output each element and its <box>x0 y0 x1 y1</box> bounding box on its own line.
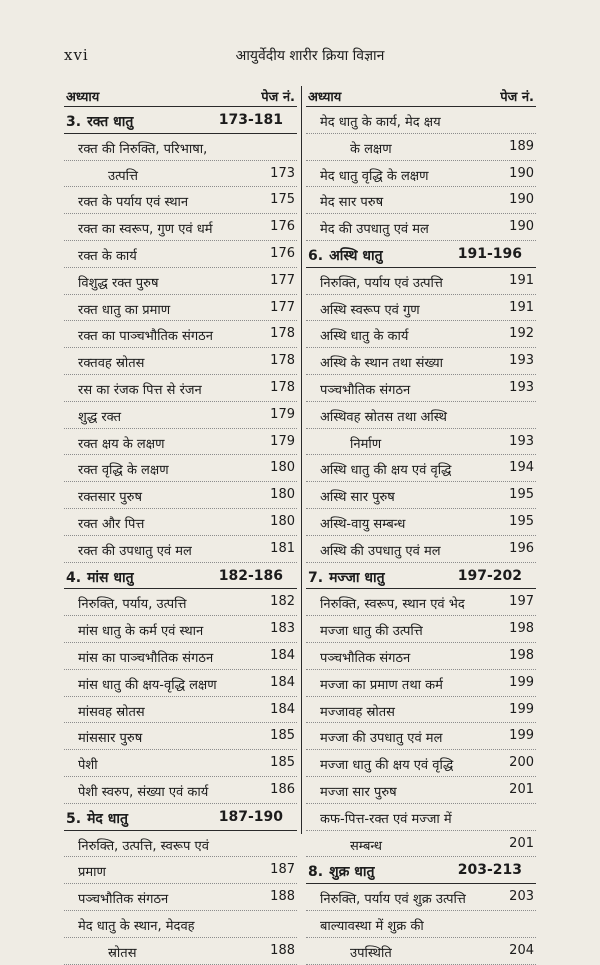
entry-page-number: 191 <box>509 272 534 288</box>
entry-page-number: 178 <box>270 326 295 342</box>
entry-title: विशुद्ध रक्त पुरुष <box>78 275 159 291</box>
entry-title: अस्थि की उपधातु एवं मल <box>320 543 441 559</box>
entry-title: पेशी <box>78 758 98 774</box>
entry-page-number: 190 <box>509 192 534 208</box>
toc-entry <box>64 375 297 402</box>
entry-page-number: 193 <box>509 379 534 395</box>
chapter-name: अस्थि धातु <box>329 247 383 264</box>
entry-page-number: 175 <box>270 192 295 208</box>
entry-page-number: 196 <box>509 540 534 556</box>
entry-title: रस का रंजक पित्त से रंजन <box>78 382 202 398</box>
entry-page-number: 187-190 <box>218 808 283 825</box>
entry-title: पेशी स्वरुप, संख्या एवं कार्य <box>78 784 209 800</box>
entry-title: अस्थि सार पुरुष <box>320 490 395 506</box>
toc-entry <box>64 857 297 884</box>
toc-entry <box>306 375 536 402</box>
entry-page-number: 198 <box>509 621 534 637</box>
chapter-name: मेद धातु <box>87 810 128 827</box>
entry-title: अस्थि-वायु सम्बन्ध <box>320 516 406 532</box>
entry-page-number: 190 <box>509 165 534 181</box>
entry-title: पञ्चभौतिक संगठन <box>78 892 169 908</box>
entry-page-number: 197 <box>509 594 534 610</box>
toc-entry <box>306 536 536 563</box>
entry-page-number: 188 <box>270 942 295 958</box>
running-title: आयुर्वेदीय शारीर क्रिया विज्ञान <box>235 48 385 64</box>
toc-entry <box>64 938 297 965</box>
toc-entry <box>306 187 536 214</box>
entry-page-number: 176 <box>270 245 295 261</box>
entry-title: मज्जा सार पुरुष <box>320 784 397 800</box>
toc-entry <box>64 831 297 858</box>
toc-entry <box>306 482 536 509</box>
chapter-number: 4. <box>66 569 82 586</box>
toc-entries <box>64 107 297 965</box>
chapter-title <box>66 112 133 131</box>
entry-title: शुद्ध रक्त <box>78 409 122 425</box>
toc-entry <box>64 321 297 348</box>
entry-title: मज्जा धातु की उत्पत्ति <box>320 624 423 640</box>
entry-title: मज्जावह स्रोतस <box>320 704 395 720</box>
entry-title: निरुक्ति, उत्पत्ति, स्वरूप एवं <box>78 838 209 854</box>
entry-title: बाल्यावस्था में शुक्र की <box>320 918 424 934</box>
entry-page-number: 192 <box>509 326 534 342</box>
toc-entry <box>64 482 297 509</box>
entry-page-number: 173 <box>270 165 295 181</box>
toc-entry <box>64 134 297 161</box>
entry-title: के लक्षण <box>350 141 392 157</box>
column-header <box>306 84 536 107</box>
entry-page-number: 197-202 <box>457 567 522 584</box>
toc-entry <box>306 214 536 241</box>
entry-page-number: 182-186 <box>218 567 283 584</box>
entry-title: मांसवह स्रोतस <box>78 704 145 720</box>
entry-page-number: 180 <box>270 513 295 529</box>
entry-title: सम्बन्ध <box>350 838 383 854</box>
entry-page-number: 203-213 <box>457 862 522 879</box>
entry-page-number: 177 <box>270 299 295 315</box>
entry-title: पञ्चभौतिक संगठन <box>320 650 411 666</box>
entry-title: कफ-पित्त-रक्त एवं मज्जा में <box>320 811 452 827</box>
toc-entry <box>64 884 297 911</box>
entry-title: अस्थि के स्थान तथा संख्या <box>320 356 443 372</box>
entry-page-number: 191 <box>509 299 534 315</box>
entry-title: मज्जा की उपधातु एवं मल <box>320 731 443 747</box>
toc-chapter-heading <box>306 563 536 590</box>
toc-entry <box>64 402 297 429</box>
entry-page-number: 204 <box>509 942 534 958</box>
entry-page-number: 173-181 <box>218 112 283 128</box>
entry-title: मांससार पुरुष <box>78 731 143 747</box>
toc-entry <box>64 697 297 724</box>
toc-entries <box>306 107 536 965</box>
entry-page-number: 200 <box>509 755 534 771</box>
toc-entry <box>306 911 536 938</box>
entry-title: मेद धातु के स्थान, मेदवह <box>78 918 195 934</box>
toc-entry <box>64 777 297 804</box>
entry-title: निरुक्ति, पर्याय एवं शुक्र उत्पत्ति <box>320 892 466 908</box>
toc-entry <box>306 589 536 616</box>
toc-entry <box>306 884 536 911</box>
chapter-number: 7. <box>308 569 324 586</box>
entry-page-number: 185 <box>270 728 295 744</box>
entry-title: उत्पत्ति <box>108 168 138 184</box>
entry-title: प्रमाण <box>78 865 106 881</box>
entry-title: रक्त की उपधातु एवं मल <box>78 543 192 559</box>
entry-title: निरुक्ति, पर्याय एवं उत्पत्ति <box>320 275 443 291</box>
page-number: xvi <box>64 46 89 64</box>
entry-page-number: 183 <box>270 621 295 637</box>
chapter-name: रक्त धातु <box>87 114 134 130</box>
entry-title: मेद सार परुष <box>320 195 384 211</box>
toc-entry <box>306 402 536 429</box>
entry-title: मांस धातु की क्षय-वृद्धि लक्षण <box>78 677 217 693</box>
toc-entry <box>64 911 297 938</box>
entry-page-number: 199 <box>509 728 534 744</box>
toc-entry <box>306 697 536 724</box>
entry-page-number: 193 <box>509 353 534 369</box>
toc-entry <box>306 804 536 831</box>
entry-title: रक्त क्षय के लक्षण <box>78 436 165 452</box>
toc-entry <box>306 723 536 750</box>
chapter-title <box>308 862 374 881</box>
toc-entry <box>306 643 536 670</box>
toc-entry <box>306 831 536 858</box>
chapter-title <box>308 568 385 587</box>
entry-title: मज्जा धातु की क्षय एवं वृद्धि <box>320 758 454 774</box>
page-column-label: पेज नं. <box>500 90 534 105</box>
entry-page-number: 188 <box>270 889 295 905</box>
entry-page-number: 178 <box>270 353 295 369</box>
toc-entry <box>306 509 536 536</box>
entry-title: निरुक्ति, स्वरूप, स्थान एवं भेद <box>320 597 465 613</box>
entry-page-number: 201 <box>509 781 534 797</box>
entry-title: मज्जा का प्रमाण तथा कर्म <box>320 677 443 693</box>
entry-page-number: 186 <box>270 781 295 797</box>
entry-page-number: 199 <box>509 674 534 690</box>
entry-page-number: 187 <box>270 862 295 878</box>
entry-title: निर्माण <box>350 436 382 452</box>
toc-entry <box>64 161 297 188</box>
toc-chapter-heading <box>64 804 297 831</box>
entry-page-number: 193 <box>509 433 534 449</box>
entry-page-number: 184 <box>270 674 295 690</box>
toc-entry <box>64 187 297 214</box>
toc-chapter-heading <box>306 857 536 884</box>
toc-chapter-heading <box>64 107 297 134</box>
entry-page-number: 184 <box>270 647 295 663</box>
entry-title: मेद धातु के कार्य, मेद क्षय <box>320 115 441 130</box>
entry-title: मांस का पाञ्चभौतिक संगठन <box>78 650 214 666</box>
entry-page-number: 179 <box>270 406 295 422</box>
entry-page-number: 177 <box>270 272 295 288</box>
chapter-name: मज्जा धातु <box>329 569 385 586</box>
toc-entry <box>64 268 297 295</box>
page-header <box>64 46 556 70</box>
toc-entry <box>306 321 536 348</box>
entry-page-number: 194 <box>509 460 534 476</box>
chapter-name: शुक्र धातु <box>329 864 375 881</box>
toc-entry <box>64 241 297 268</box>
toc-right-column <box>306 84 536 965</box>
toc-entry <box>64 750 297 777</box>
column-header <box>64 84 297 107</box>
toc-entry <box>306 777 536 804</box>
toc-entry <box>306 616 536 643</box>
column-divider <box>301 86 302 834</box>
entry-page-number: 191-196 <box>457 245 522 262</box>
entry-page-number: 180 <box>270 487 295 503</box>
toc-entry <box>64 589 297 616</box>
entry-page-number: 182 <box>270 594 295 610</box>
chapter-title <box>308 246 383 265</box>
toc-entry <box>64 536 297 563</box>
entry-title: निरुक्ति, पर्याय, उत्पत्ति <box>78 597 187 613</box>
chapter-title <box>66 568 134 587</box>
toc-entry <box>64 509 297 536</box>
toc-entry <box>306 161 536 188</box>
entry-page-number: 195 <box>509 487 534 503</box>
chapter-column-label: अध्याय <box>308 90 342 105</box>
entry-title: रक्त का स्वरूप, गुण एवं धर्म <box>78 222 213 238</box>
chapter-number: 8. <box>308 864 324 881</box>
entry-title: मेद धातु वृद्धि के लक्षण <box>320 168 429 184</box>
entry-title: अस्थिवह स्रोतस तथा अस्थि <box>320 409 447 425</box>
toc-entry <box>306 750 536 777</box>
toc-entry <box>306 134 536 161</box>
toc-entry <box>64 670 297 697</box>
toc-left-column <box>64 84 297 965</box>
entry-title: स्रोतस <box>108 945 137 961</box>
entry-page-number: 178 <box>270 379 295 395</box>
entry-title: अस्थि धातु की क्षय एवं वृद्धि <box>320 463 452 479</box>
entry-page-number: 179 <box>270 433 295 449</box>
entry-title: रक्त और पित्त <box>78 516 145 532</box>
toc-chapter-heading <box>306 241 536 268</box>
entry-page-number: 203 <box>509 889 534 905</box>
toc-entry <box>306 429 536 456</box>
toc-entry <box>306 670 536 697</box>
entry-title: अस्थि स्वरूप एवं गुण <box>320 302 420 318</box>
toc-entry <box>64 348 297 375</box>
toc-entry <box>306 938 536 965</box>
entry-title: रक्त का पाञ्चभौतिक संगठन <box>78 329 213 345</box>
toc-entry <box>306 348 536 375</box>
entry-page-number: 195 <box>509 513 534 529</box>
toc-entry <box>64 455 297 482</box>
entry-title: रक्त धातु का प्रमाण <box>78 302 171 318</box>
entry-page-number: 181 <box>270 540 295 556</box>
entry-page-number: 176 <box>270 219 295 235</box>
entry-title: पञ्चभौतिक संगठन <box>320 382 411 398</box>
toc-entry <box>306 268 536 295</box>
chapter-column-label: अध्याय <box>66 90 100 105</box>
toc-entry <box>306 455 536 482</box>
toc-entry <box>306 107 536 134</box>
toc-entry <box>64 723 297 750</box>
entry-title: रक्तवह स्रोतस <box>78 356 145 372</box>
entry-page-number: 201 <box>509 835 534 851</box>
entry-page-number: 190 <box>509 219 534 235</box>
toc-chapter-heading <box>64 563 297 590</box>
entry-title: रक्त के कार्य <box>78 248 137 264</box>
entry-title: मेद की उपधातु एवं मल <box>320 222 429 238</box>
entry-page-number: 184 <box>270 701 295 717</box>
entry-title: रक्त के पर्याय एवं स्थान <box>78 195 189 211</box>
page-column-label: पेज नं. <box>261 90 295 105</box>
toc-entry <box>64 295 297 322</box>
entry-page-number: 198 <box>509 647 534 663</box>
entry-title: मांस धातु के कर्म एवं स्थान <box>78 624 204 640</box>
chapter-name: मांस धातु <box>87 569 134 586</box>
entry-page-number: 199 <box>509 701 534 717</box>
toc-entry <box>64 616 297 643</box>
toc-entry <box>306 295 536 322</box>
toc-entry <box>64 214 297 241</box>
entry-title: रक्त की निरुक्ति, परिभाषा, <box>78 141 208 157</box>
toc-entry <box>64 643 297 670</box>
chapter-number: 6. <box>308 247 324 264</box>
entry-title: अस्थि धातु के कार्य <box>320 329 409 345</box>
chapter-number: 3. <box>66 114 82 130</box>
toc-entry <box>64 429 297 456</box>
entry-page-number: 185 <box>270 755 295 771</box>
chapter-number: 5. <box>66 810 82 827</box>
entry-title: रक्त वृद्धि के लक्षण <box>78 463 169 479</box>
entry-title: रक्तसार पुरुष <box>78 490 142 506</box>
entry-title: उपस्थिति <box>350 945 392 961</box>
entry-page-number: 189 <box>509 138 534 154</box>
chapter-title <box>66 809 128 828</box>
entry-page-number: 180 <box>270 460 295 476</box>
